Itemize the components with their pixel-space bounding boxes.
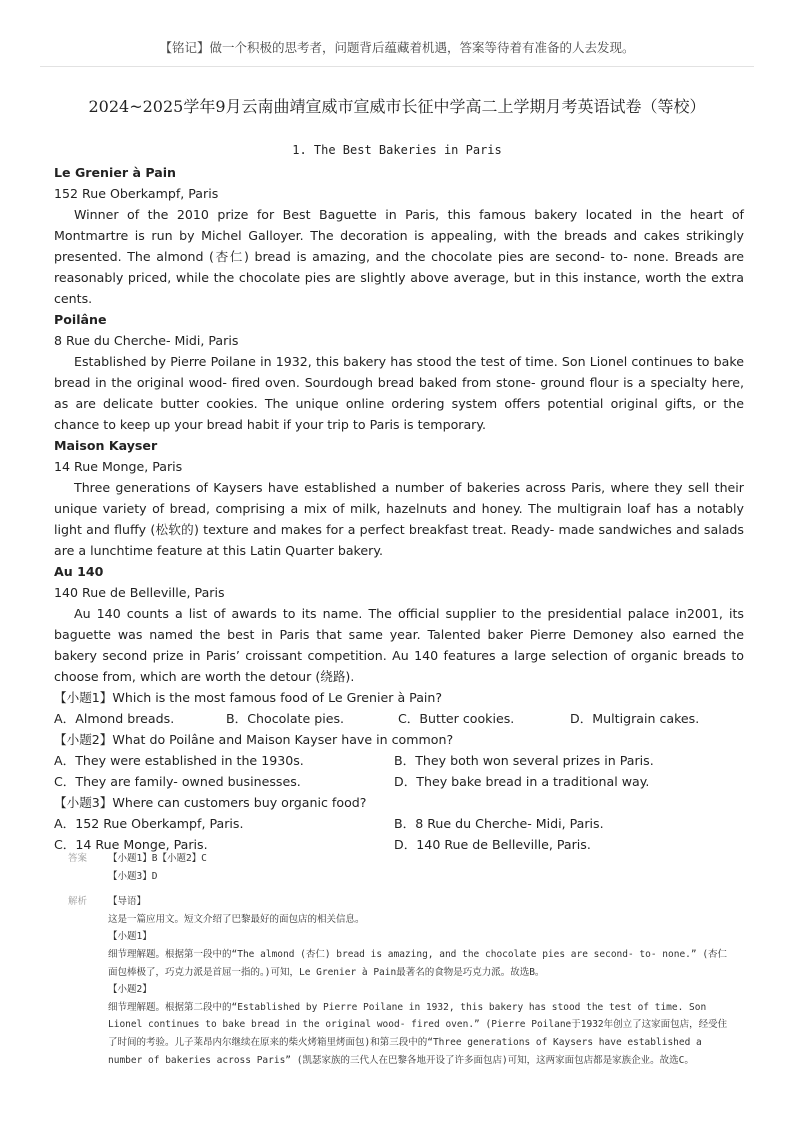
- bakery-description: Au 140 counts a list of awards to its name. The official supplier to the presidential palace in2001, its baguette was named the best in Paris that same year. Talented baker Pierre Demoney also earned the bakery second prize in Paris’ croissant competition. Au 140 features a large selection of organic breads to choose from, which are worth the detour (绕路).: [54, 606, 744, 684]
- bakery-address: 14 Rue Monge, Paris: [54, 459, 183, 474]
- bakery-description: Winner of the 2010 prize for Best Baguette in Paris, this famous bakery located in the heart of Montmartre is run by Michel Galloyer. The decoration is appealing, with the breads and cakes strikingly presented. The almond (杏仁) bread is amazing, and the chocolate pies are second- to- none. Breads are reasonably priced, while the chocolate pies are slightly above average, but in this instance, worth the extra cents.: [54, 207, 744, 306]
- option-a: A．They were established in the 1930s.: [54, 753, 304, 768]
- section-heading: 1. The Best Bakeries in Paris: [292, 143, 502, 157]
- answer-block: [68, 850, 728, 885]
- question-2-options-row-2: [54, 771, 744, 792]
- header-motto: 【铭记】做一个积极的思考者，问题背后蕴藏着机遇，答案等待着有准备的人去发现。: [159, 40, 635, 55]
- question-1: 【小题1】Which is the most famous food of Le Grenier à Pain?: [54, 690, 443, 705]
- option-d: D．140 Rue de Belleville, Paris.: [394, 837, 591, 852]
- question-3: 【小题3】Where can customers buy organic food?: [54, 795, 367, 810]
- answer-label: 答案: [68, 853, 88, 864]
- bakery-address: 140 Rue de Belleville, Paris: [54, 585, 225, 600]
- analysis-line: 细节理解题。根据第二段中的“Established by Pierre Poilane in 1932, this bakery has stood the test of time. Son Lionel continues to bake bread in the original wood- fired oven.” (Pierre Poilane于1932年创立了这家面包店，经受住了时间的考验。儿子莱昂内尔继续在原来的柴火烤箱里烤面包)和第三段中的“Three generations of Kaysers have established a number of bakeries across Paris” (凯瑟家族的三代人在巴黎各地开设了许多面包店)可知，这两家面包店都是家族企业。故选C。: [108, 1001, 728, 1066]
- option-b: B．Chocolate pies.: [226, 711, 345, 726]
- question-3-options-row-1: [54, 813, 744, 834]
- analysis-line: 细节理解题。根据第一段中的“The almond (杏仁) bread is amazing, and the chocolate pies are second- to- none.” (杏仁面包棒极了，巧克力派是首屈一指的。)可知，Le Grenier à Pain最著名的食物是巧克力派。故选B。: [108, 948, 728, 978]
- analysis-line: 【小题1】: [108, 931, 152, 943]
- option-d: D．Multigrain cakes.: [570, 711, 700, 726]
- question-2: 【小题2】What do Poilâne and Maison Kayser have in common?: [54, 732, 454, 747]
- answer-line: 【小题1】B【小题2】C: [108, 853, 207, 864]
- bakery-name: Poilâne: [54, 312, 107, 327]
- bakery-address: 8 Rue du Cherche- Midi, Paris: [54, 333, 239, 348]
- bakery-name: Au 140: [54, 564, 104, 579]
- question-2-options-row-1: [54, 750, 744, 771]
- bakery-description: Three generations of Kaysers have established a number of bakeries across Paris, where they sell their unique variety of bread, comprising a mix of milk, hazelnuts and honey. The multigrain loaf has a notably light and fluffy (松软的) texture and makes for a perfect breakfast treat. Ready- made sandwiches and salads are a lunchtime feature at this Latin Quarter bakery.: [54, 480, 744, 558]
- answer-line: 【小题3】D: [108, 870, 158, 882]
- question-1-options: [54, 708, 744, 729]
- analysis-line: 这是一篇应用文。短文介绍了巴黎最好的面包店的相关信息。: [108, 913, 365, 925]
- bakery-address: 152 Rue Oberkampf, Paris: [54, 186, 219, 201]
- page-title: 2024~2025学年9月云南曲靖宣威市宣威市长征中学高二上学期月考英语试卷（等校）: [88, 97, 706, 116]
- option-a: A．152 Rue Oberkampf, Paris.: [54, 816, 244, 831]
- option-b: B．They both won several prizes in Paris.: [394, 753, 654, 768]
- bakery-description: Established by Pierre Poilane in 1932, this bakery has stood the test of time. Son Lionel continues to bake bread in the original wood- fired oven. Sourdough bread baked from stone- ground flour is a specialty here, as are delicate butter cookies. The unique online ordering system offers potential original gifts, or the chance to keep up your bread habit if your trip to Paris is temporary.: [54, 354, 744, 432]
- analysis-line: 【导语】: [108, 896, 147, 908]
- analysis-label: 解析: [68, 896, 88, 908]
- header-divider: [40, 66, 754, 67]
- passage-and-questions: [54, 162, 744, 855]
- option-d: D．They bake bread in a traditional way.: [394, 774, 650, 789]
- analysis-line: 【小题2】: [108, 984, 152, 996]
- option-c: C．14 Rue Monge, Paris.: [54, 837, 208, 852]
- solution-section: [68, 850, 728, 1069]
- option-c: C．Butter cookies.: [398, 711, 515, 726]
- option-c: C．They are family- owned businesses.: [54, 774, 301, 789]
- option-a: A．Almond breads.: [54, 711, 175, 726]
- option-b: B．8 Rue du Cherche- Midi, Paris.: [394, 816, 604, 831]
- bakery-name: Maison Kayser: [54, 438, 158, 453]
- analysis-block: [68, 893, 728, 1069]
- bakery-name: Le Grenier à Pain: [54, 165, 177, 180]
